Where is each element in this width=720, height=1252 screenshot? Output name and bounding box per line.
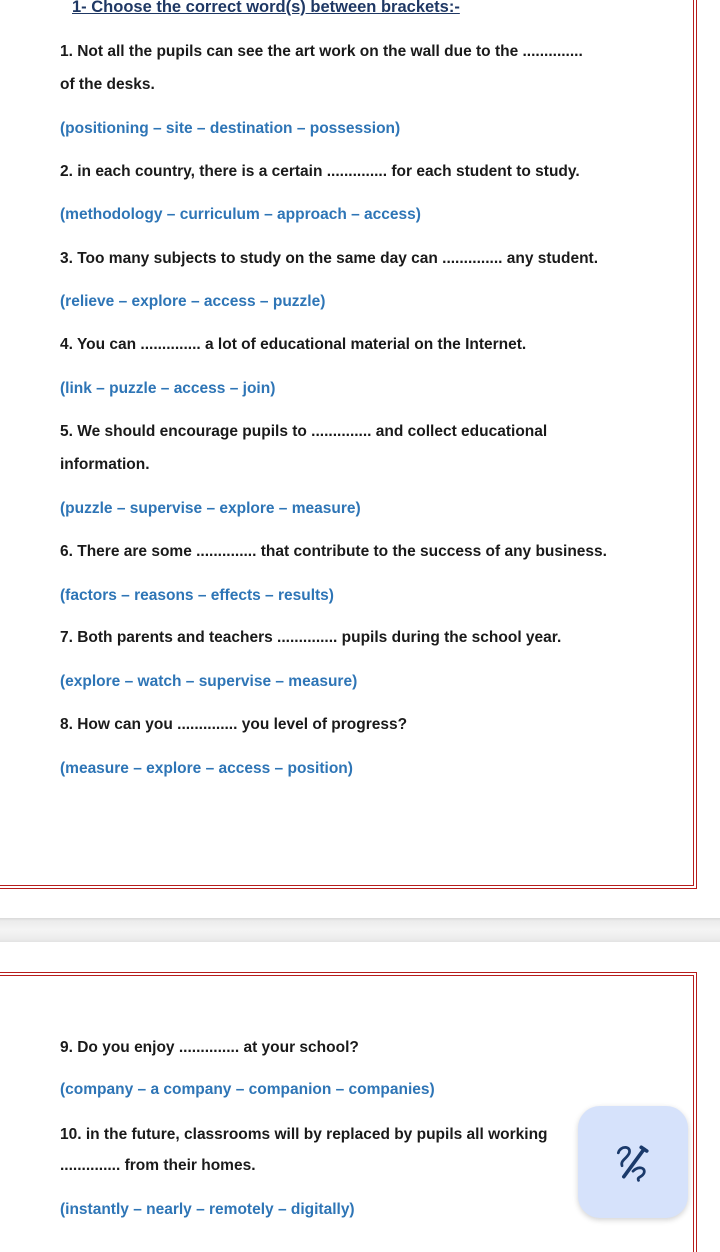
question-5-text: 5. We should encourage pupils to .............. and collect educational [60, 423, 548, 440]
page-separator [0, 918, 720, 942]
question-10-text: 10. in the future, classrooms will by replaced by pupils all working [60, 1126, 548, 1143]
question-6-text: 6. There are some .............. that contribute to the success of any business. [60, 543, 607, 560]
question-8-options: (measure – explore – access – position) [60, 760, 353, 777]
question-3-options: (relieve – explore – access – puzzle) [60, 293, 326, 310]
question-9-text: 9. Do you enjoy .............. at your school? [60, 1039, 359, 1056]
question-10-options: (instantly – nearly – remotely – digitally) [60, 1201, 355, 1218]
question-1-text: 1. Not all the pupils can see the art work on the wall due to the .............. [60, 43, 583, 60]
question-8-text: 8. How can you .............. you level of progress? [60, 716, 408, 733]
question-7-options: (explore – watch – supervise – measure) [60, 673, 358, 690]
question-6-options: (factors – reasons – effects – results) [60, 587, 334, 604]
question-4-text: 4. You can .............. a lot of educational material on the Internet. [60, 336, 527, 353]
question-4-options: (link – puzzle – access – join) [60, 380, 276, 397]
draw-button[interactable] [578, 1106, 688, 1218]
question-1-options: (positioning – site – destination – possession) [60, 120, 401, 137]
question-5-text-cont: information. [60, 456, 150, 473]
question-5-options: (puzzle – supervise – explore – measure) [60, 500, 361, 517]
question-1-text-cont: of the desks. [60, 76, 155, 93]
draw-pen-icon [611, 1140, 655, 1184]
question-2-options: (methodology – curriculum – approach – access) [60, 206, 421, 223]
question-3-text: 3. Too many subjects to study on the same day can .............. any student. [60, 250, 599, 267]
question-2-text: 2. in each country, there is a certain .............. for each student to study. [60, 163, 580, 180]
question-10-text-cont: .............. from their homes. [60, 1157, 256, 1174]
question-7-text: 7. Both parents and teachers .............. pupils during the school year. [60, 629, 562, 646]
exercise-heading: 1- Choose the correct word(s) between brackets:- [72, 0, 460, 16]
question-9-options: (company – a company – companion – companies) [60, 1081, 435, 1098]
